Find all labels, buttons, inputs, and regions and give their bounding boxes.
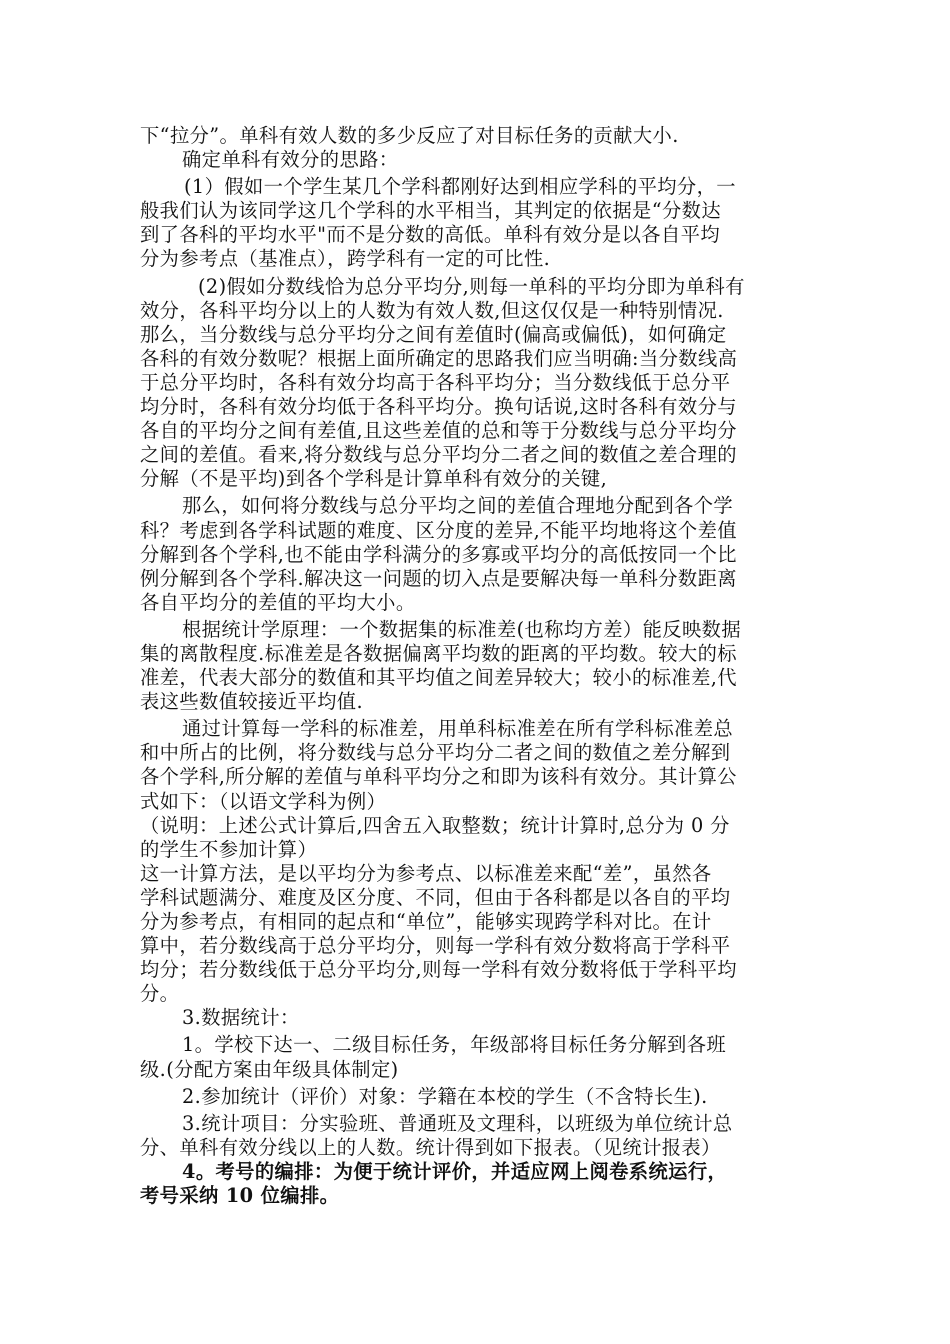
text-line: 之间的差值。看来,将分数线与总分平均分二者之间的数值之差合理的 bbox=[140, 443, 737, 467]
text-line: 于总分平均时，各科有效分均高于各科平均分；当分数线低于总分平 bbox=[140, 370, 731, 394]
text-line: 集的离散程度.标准差是各数据偏离平均数的距离的平均数。较大的标 bbox=[140, 641, 737, 665]
text-line: (1）假如一个学生某几个学科都刚好达到相应学科的平均分，一 bbox=[184, 175, 736, 199]
text-line: 1。学校下达一、二级目标任务，年级部将目标任务分解到各班 bbox=[182, 1033, 727, 1057]
text-line: 式如下：（以语文学科为例） bbox=[140, 789, 387, 813]
text-line: 各科的有效分数呢？根据上面所确定的思路我们应当明确:当分数线高 bbox=[140, 346, 738, 370]
text-line: 和中所占的比例，将分数线与总分平均分二者之间的数值之差分解到 bbox=[140, 741, 731, 765]
text-line: 般我们认为该同学这几个学科的水平相当，其判定的依据是“分数达 bbox=[140, 199, 722, 223]
text-line: 各自的平均分之间有差值,且这些差值的总和等于分数线与总分平均分 bbox=[140, 419, 737, 443]
text-line: 分解到各个学科,也不能由学科满分的多寡或平均分的高低按同一个比 bbox=[140, 542, 737, 566]
section-heading: 3.数据统计： bbox=[182, 1006, 300, 1030]
text-line: 各个学科,所分解的差值与单科平均分之和即为该科有效分。其计算公 bbox=[140, 765, 737, 789]
text-line: 学科试题满分、难度及区分度、不同，但由于各科都是以各自的平均 bbox=[140, 885, 731, 909]
text-line: 到了各科的平均水平"而不是分数的高低。单科有效分是以各自平均 bbox=[140, 223, 721, 247]
note-line: （说明：上述公式计算后,四舍五入取整数；统计计算时,总分为 0 分 bbox=[140, 813, 730, 837]
bold-text-line: 4。考号的编排：为便于统计评价，并适应网上阅卷系统运行， bbox=[182, 1159, 728, 1183]
text-line: 算中，若分数线高于总分平均分，则每一学科有效分数将高于学科平 bbox=[140, 934, 731, 958]
text-line: 表这些数值较接近平均值. bbox=[140, 690, 364, 714]
text-line: 效分，各科平均分以上的人数为有效人数,但这仅仅是一种特别情况. bbox=[140, 298, 724, 322]
text-line: 准差，代表大部分的数值和其平均值之间差异较大；较小的标准差,代 bbox=[140, 666, 737, 690]
text-line: 科？考虑到各学科试题的难度、区分度的差异,不能平均地将这个差值 bbox=[140, 518, 737, 542]
bold-text-line: 考号采纳 10 位编排。 bbox=[140, 1184, 340, 1208]
text-line: 那么，如何将分数线与总分平均之间的差值合理地分配到各个学 bbox=[182, 494, 734, 518]
text-line: 下“拉分”。单科有效人数的多少反应了对目标任务的贡献大小. bbox=[140, 124, 679, 147]
text-line: 2.参加统计（评价）对象：学籍在本校的学生（不含特长生). bbox=[182, 1084, 708, 1108]
text-line: 分为参考点（基准点），跨学科有一定的可比性. bbox=[140, 247, 551, 271]
text-line: 级.(分配方案由年级具体制定) bbox=[140, 1057, 399, 1081]
text-line: 例分解到各个学科.解决这一问题的切入点是要解决每一单科分数距离 bbox=[140, 566, 737, 590]
text-line: 那么，当分数线与总分平均分之间有差值时(偏高或偏低)，如何确定 bbox=[140, 322, 727, 346]
note-line: 的学生不参加计算） bbox=[140, 837, 318, 861]
text-line: 均分时，各科有效分均低于各科平均分。换句话说,这时各科有效分与 bbox=[140, 395, 737, 419]
text-line: 分。 bbox=[140, 982, 180, 1006]
text-line: 3.统计项目：分实验班、普通班及文理科，以班级为单位统计总 bbox=[182, 1111, 733, 1135]
text-line: 分为参考点，有相同的起点和“单位”，能够实现跨学科对比。在计 bbox=[140, 910, 712, 933]
text-line: (2)假如分数线恰为总分平均分,则每一单科的平均分即为单科有 bbox=[198, 274, 745, 298]
text-line: 通过计算每一学科的标准差，用单科标准差在所有学科标准差总 bbox=[182, 717, 734, 741]
text-line: 各自平均分的差值的平均大小。 bbox=[140, 590, 416, 614]
text-line: 分解（不是平均)到各个学科是计算单科有效分的关键, bbox=[140, 467, 608, 491]
document-body bbox=[140, 124, 812, 1208]
text-line: 根据统计学原理：一个数据集的标准差(也称均方差）能反映数据 bbox=[182, 617, 741, 641]
text-line: 分、单科有效分线以上的人数。统计得到如下报表。（见统计报表） bbox=[140, 1135, 721, 1159]
text-line: 这一计算方法，是以平均分为参考点、以标准差来配“差”，虽然各 bbox=[140, 861, 712, 885]
heading-line: 确定单科有效分的思路： bbox=[182, 148, 399, 172]
text-line: 均分；若分数线低于总分平均分,则每一学科有效分数将低于学科平均 bbox=[140, 958, 737, 982]
